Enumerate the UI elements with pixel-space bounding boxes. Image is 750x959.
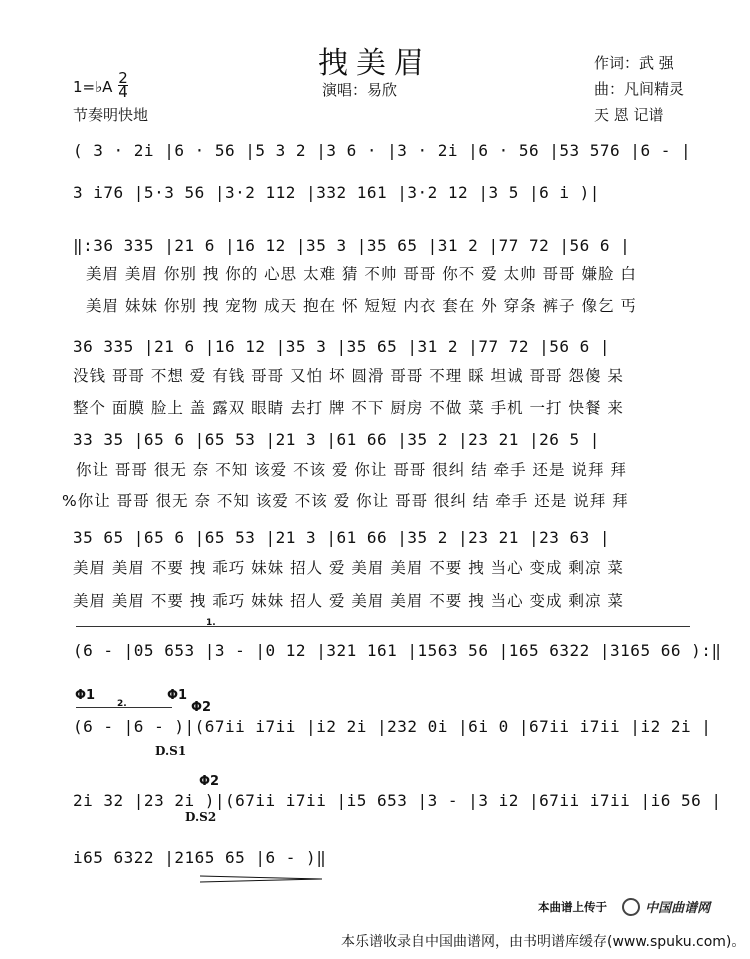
score-row-10-notes: i65 6322 |2165 65 |6 - )‖ (73, 848, 327, 867)
score-row-4-notes: 36 335 |21 6 |16 12 |35 3 |35 65 |31 2 |77 72 |56 6 | (73, 337, 611, 356)
score-row-1-notes: ( 3 · 2i |6 · 56 |5 3 2 |3 6 · |3 · 2i |6 · 56 |53 576 |6 - | (73, 141, 692, 160)
transcriber-credit: 天 恩 记谱 (594, 106, 664, 124)
score-row-5-notes: 33 35 |65 6 |65 53 |21 3 |61 66 |35 2 |23 21 |26 5 | (73, 430, 600, 449)
composer-credit: 曲：凡间精灵 (594, 80, 685, 98)
time-top: 2 (118, 69, 128, 87)
site-logo (622, 896, 710, 916)
logo-text: 中国曲谱网 (645, 901, 711, 916)
score-row-4-lyrics-1: 没钱 哥哥 不想 爱 有钱 哥哥 又怕 坏 圆滑 哥哥 不理 睬 坦诚 哥哥 怨傻 呆 (73, 367, 624, 385)
volta-2-label: 2. (117, 699, 127, 709)
logo-icon (622, 898, 640, 916)
page-title: 拽美眉 (318, 46, 432, 81)
score-row-2-notes: 3 i76 |5·3 56 |3·2 112 |332 161 |3·2 12 |3 5 |6 i )| (73, 183, 600, 202)
score-row-3-lyrics-1: 美眉 美眉 你别 拽 你的 心思 太难 猜 不帅 哥哥 你不 爱 太帅 哥哥 嫌脸 白 (86, 265, 637, 283)
score-row-3-lyrics-2: 美眉 妹妹 你别 拽 宠物 成天 抱在 怀 短短 内衣 套在 外 穿条 裤子 像乞 丐 (86, 297, 637, 315)
coda-2-sign: Φ2 (191, 700, 212, 715)
coda-1-sign-2: Φ1 (167, 688, 188, 703)
volta-1-bracket (76, 626, 690, 627)
singer-credit: 演唱：易欣 (322, 81, 398, 99)
diminuendo-hairpin (200, 874, 325, 884)
coda-2-sign-2: Φ2 (199, 774, 220, 789)
score-row-7-notes: (6 - |05 653 |3 - |0 12 |321 161 |1563 56 |165 6322 |3165 66 ):‖ (73, 641, 722, 660)
tempo-marking: 节奏明快地 (73, 106, 149, 124)
score-row-5-lyrics-1: 你让 哥哥 很无 奈 不知 该爱 不该 爱 你让 哥哥 很纠 结 牵手 还是 说拜 拜 (76, 461, 627, 479)
score-row-9-notes: 2i 32 |23 2i )|(67ii i7ii |i5 653 |3 - |3 i2 |67ii i7ii |i6 56 | (73, 791, 722, 810)
score-row-6-lyrics-1: 美眉 美眉 不要 拽 乖巧 妹妹 招人 爱 美眉 美眉 不要 拽 当心 变成 剩凉 菜 (73, 559, 624, 577)
time-bottom: 4 (118, 83, 128, 101)
ds-2-marking: D.S2 (185, 810, 217, 824)
coda-1-sign: Φ1 (75, 688, 96, 703)
uploaded-label: 本曲谱上传于 (538, 900, 607, 914)
score-row-6-notes: 35 65 |65 6 |65 53 |21 3 |61 66 |35 2 |23 21 |23 63 | (73, 528, 611, 547)
score-row-6-lyrics-2: 美眉 美眉 不要 拽 乖巧 妹妹 招人 爱 美眉 美眉 不要 拽 当心 变成 剩凉 菜 (73, 592, 624, 610)
score-row-3-notes: ‖:36 335 |21 6 |16 12 |35 3 |35 65 |31 2 |77 72 |56 6 | (73, 236, 631, 255)
ds-1-marking: D.S1 (155, 744, 187, 758)
score-row-4-lyrics-2: 整个 面膜 脸上 盖 露双 眼睛 去打 牌 不下 厨房 不做 菜 手机 一打 快餐 来 (73, 399, 624, 417)
lyricist-credit: 作词：武 强 (594, 54, 674, 72)
key-signature: 1=♭A (73, 78, 113, 96)
score-row-5-lyrics-2: %你让 哥哥 很无 奈 不知 该爱 不该 爱 你让 哥哥 很纠 结 牵手 还是 说拜 拜 (62, 492, 629, 510)
volta-1-label: 1. (206, 618, 216, 628)
source-notice: 本乐谱收录自中国曲谱网，由书明谱库缓存(www.spuku.com)。 (341, 934, 746, 950)
time-signature (118, 69, 128, 101)
score-row-8-notes: (6 - |6 - )|(67ii i7ii |i2 2i |232 0i |6i 0 |67ii i7ii |i2 2i | (73, 717, 712, 736)
